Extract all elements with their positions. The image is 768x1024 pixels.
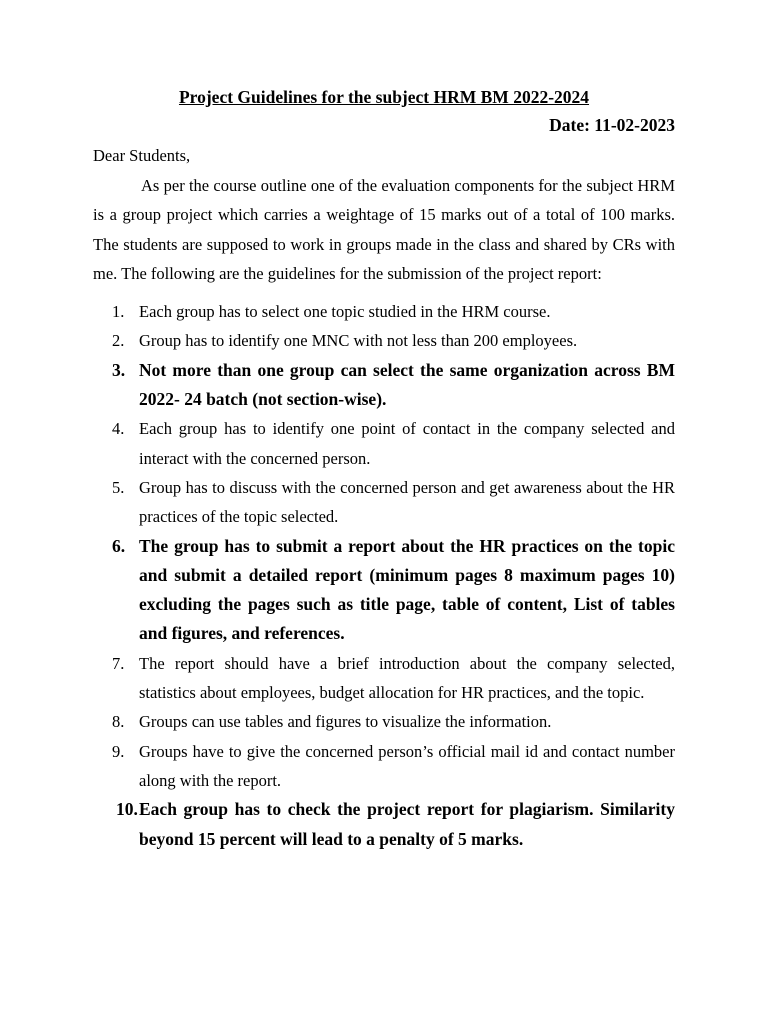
guideline-text: Each group has to select one topic studied in the HRM course. <box>139 302 551 322</box>
guidelines-list <box>93 297 675 854</box>
document-page <box>93 84 675 854</box>
guideline-number: 7. <box>112 653 125 673</box>
guideline-number: 3. <box>112 359 126 380</box>
guideline-item-5 <box>93 473 675 532</box>
document-title: Project Guidelines for the subject HRM BM 2022-2024 <box>178 87 590 107</box>
guideline-number: 8. <box>112 712 125 732</box>
salutation: Dear Students, <box>93 146 191 165</box>
guideline-item-1 <box>93 297 675 326</box>
intro-paragraph: As per the course outline one of the evaluation components for the subject HRM is a group project which carries a weightage of 15 marks out of a total of 100 marks. The students are supposed to work in groups made in the class and shared by CRs with me. The following are the guidelines for the submission of the project report: <box>93 176 675 283</box>
guideline-text: Groups can use tables and figures to visualize the information. <box>139 712 552 732</box>
guideline-item-3 <box>93 356 675 415</box>
guideline-item-10 <box>93 795 675 854</box>
guideline-text: Not more than one group can select the same organization across BM 2022- 24 batch (not section-wise). <box>139 359 675 410</box>
guideline-item-6 <box>93 532 675 649</box>
guideline-item-4 <box>93 414 675 473</box>
guideline-number: 2. <box>112 331 125 351</box>
guideline-item-8 <box>93 707 675 736</box>
guideline-item-9 <box>93 737 675 796</box>
guideline-text: The group has to submit a report about the HR practices on the topic and submit a detailed report (minimum pages 8 maximum pages 10) excluding the pages such as title page, table of content, List of tables and figures, and references. <box>139 535 675 644</box>
guideline-text: The report should have a brief introduction about the company selected, statistics about employees, budget allocation for HR practices, and the topic. <box>139 653 675 703</box>
guideline-text: Each group has to check the project report for plagiarism. Similarity beyond 15 percent will lead to a penalty of 5 marks. <box>139 799 675 849</box>
guideline-text: Each group has to identify one point of contact in the company selected and interact with the concerned person. <box>139 419 675 468</box>
guideline-item-2 <box>93 326 675 355</box>
guideline-number: 10. <box>116 799 138 820</box>
guideline-text: Group has to discuss with the concerned person and get awareness about the HR practices of the topic selected. <box>139 477 675 527</box>
guideline-text: Group has to identify one MNC with not less than 200 employees. <box>139 331 578 351</box>
guideline-number: 9. <box>112 741 125 761</box>
guideline-number: 4. <box>112 419 125 439</box>
guideline-text: Groups have to give the concerned person’s official mail id and contact number along with the report. <box>139 741 675 790</box>
guideline-item-7 <box>93 649 675 708</box>
guideline-number: 5. <box>112 477 125 497</box>
guideline-number: 6. <box>112 535 126 556</box>
guideline-number: 1. <box>112 302 125 322</box>
document-date: Date: 11-02-2023 <box>549 115 675 135</box>
